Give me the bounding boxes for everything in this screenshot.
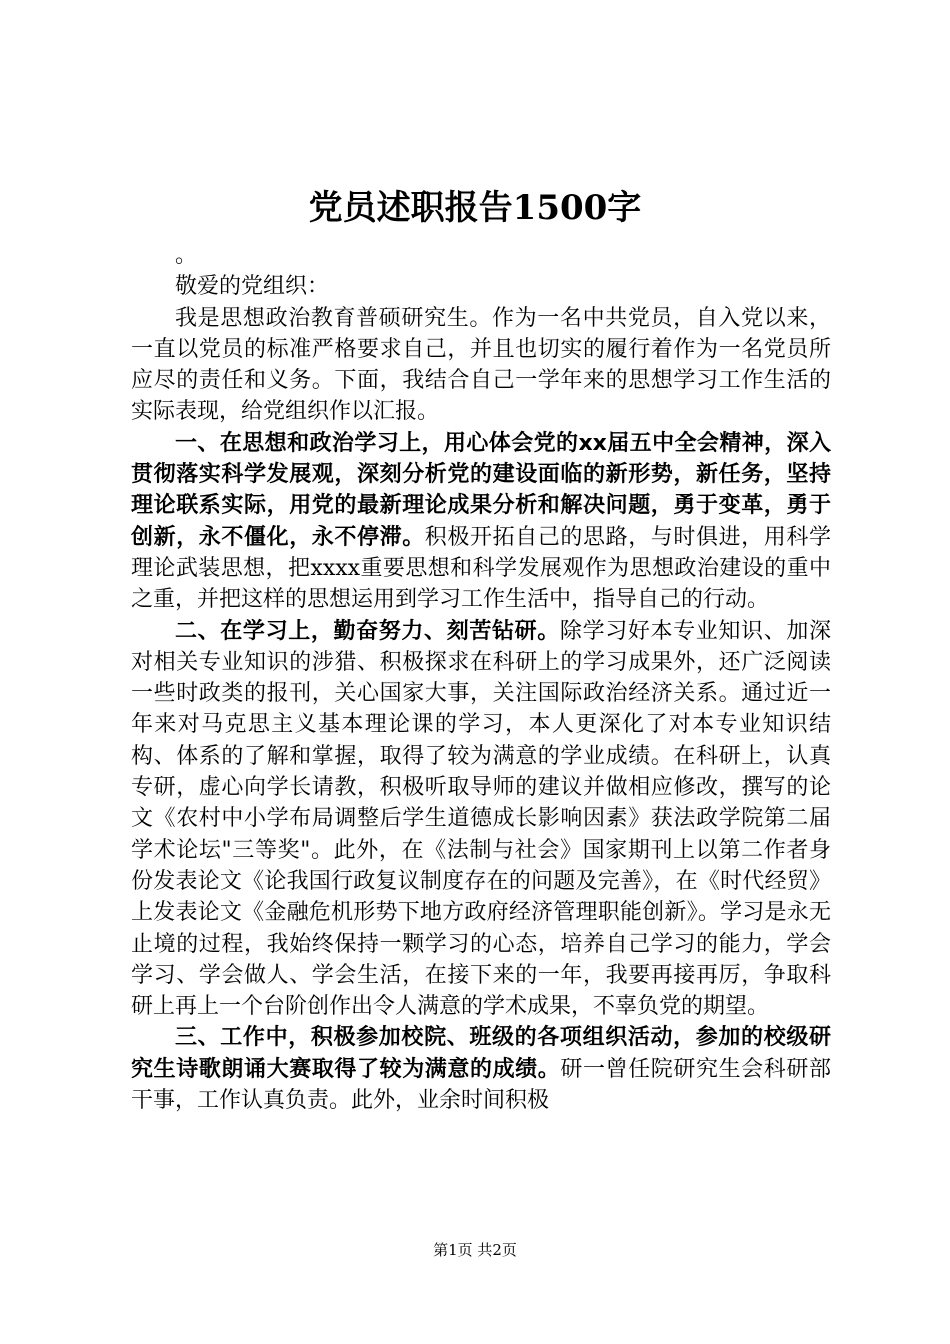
section-heading: 一、在思想和政治学习上，用心体会党的xx届五中全会精神，深入贯彻落实科学发展观，深刻分析党的建设面临的新形势，新任务，坚持理论联系实际，用党的最新理论成果分析和解决问题，勇于变革，勇于创新，永不僵化，永不停滞。 — [131, 430, 831, 550]
section-one — [131, 428, 831, 616]
paragraph-text: 。 — [175, 243, 198, 268]
page-title: 党员述职报告1500字 — [308, 188, 642, 228]
document-body — [131, 240, 831, 1116]
paragraph-text: 研一曾任院研究生会科研部干事，工作认真负责。此外，业余时间积极 — [131, 1056, 831, 1114]
paragraph-text: 我是思想政治教育普硕研究生。作为一名中共党员，自入党以来，一直以党员的标准严格要求自己，并且也切实的履行着作为一名党员所应尽的责任和义务。下面，我结合自己一学年来的思想学习工作生活的实际表现，给党组织作以汇报。 — [131, 305, 831, 425]
paragraph-text: 敬爱的党组织： — [175, 274, 330, 300]
section-heading: 三、工作中，积极参加校院、班级的各项组织活动，参加的校级研究生诗歌朗诵大赛取得了较为满意的成绩。 — [131, 1025, 831, 1082]
section-heading: 二、在学习上，勤奋努力、刻苦钻研。 — [175, 618, 560, 644]
page-footer: 第1页 共2页 — [433, 1241, 517, 1259]
section-three — [131, 1022, 831, 1116]
section-two — [131, 616, 831, 1023]
paragraph — [131, 240, 831, 271]
paragraph — [131, 303, 831, 428]
paragraph-text: 除学习好本专业知识、加深对相关专业知识的涉猎、积极探求在科研上的学习成果外，还广泛阅读一些时政类的报刊，关心国家大事，关注国际政治经济关系。通过近一年来对马克思主义基本理论课的学习，本人更深化了对本专业知识结构、体系的了解和掌握，取得了较为满意的学业成绩。在科研上，认真专研，虚心向学长请教，积极听取导师的建议并做相应修改，撰写的论文《农村中小学布局调整后学生道德成长影响因素》获法政学院第二届学术论坛"三等奖"。此外，在《法制与社会》国家期刊上以第二作者身份发表论文《论我国行政复议制度存在的问题及完善》，在《时代经贸》上发表论文《金融危机形势下地方政府经济管理职能创新》。学习是永无止境的过程，我始终保持一颗学习的心态，培养自己学习的能力，学会学习、学会做人、学会生活，在接下来的一年，我要再接再厉，争取科研上再上一个台阶创作出令人满意的学术成果，不辜负党的期望。 — [131, 618, 831, 1020]
paragraph-text: 积极开拓自己的思路，与时俱进，用科学理论武装思想，把xxxx重要思想和科学发展观作为思想政治建设的重中之重，并把这样的思想运用到学习工作生活中，指导自己的行动。 — [131, 524, 831, 613]
salutation — [131, 271, 831, 302]
